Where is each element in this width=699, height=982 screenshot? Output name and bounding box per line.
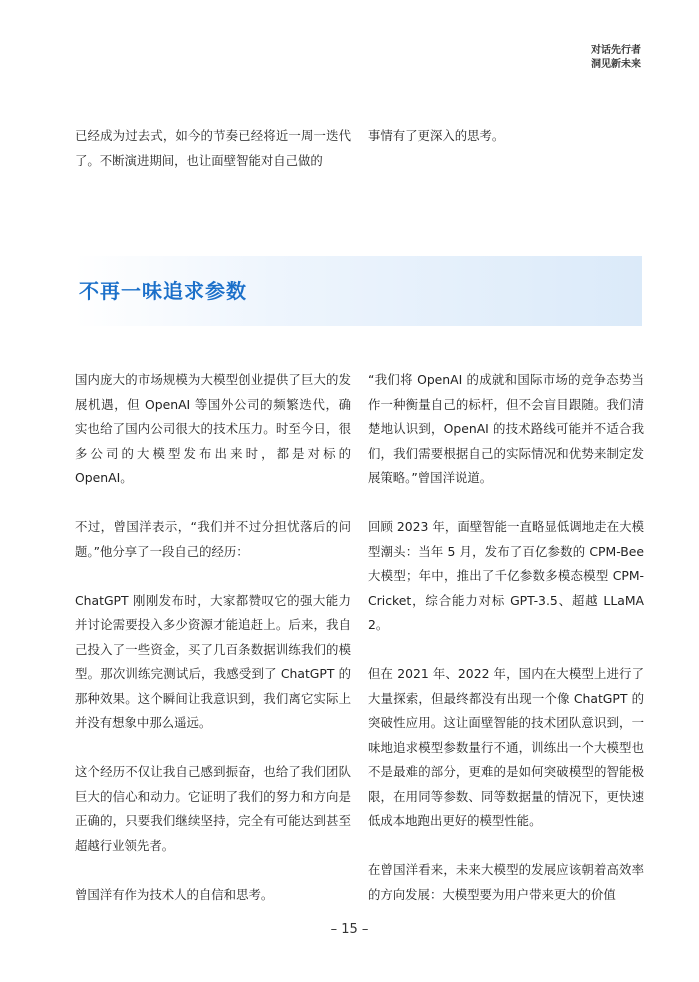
paragraph: 不过，曾国洋表示，“我们并不过分担忧落后的问题。”他分享了一段自己的经历： — [75, 519, 351, 559]
paragraph: “我们将 OpenAI 的成就和国际市场的竞争态势当作一种衡量自己的标杆，但不会盲目跟随。我们清楚地认识到，OpenAI 的技术路线可能并不适合我们，我们需要根据自己的实际情况和优势来制定发展策略。”曾国洋说道。 — [368, 372, 644, 485]
paragraph: 但在 2021 年、2022 年，国内在大模型上进行了大量探索，但最终都没有出现一个像 ChatGPT 的突破性应用。这让面壁智能的技术团队意识到，一味地追求模型参数量行不通，训练出一个大模型也不是最难的部分，更难的是如何突破模型的智能极限，在用同等参数、同等数据量的情况下，更快速低成本地跑出更好的模型性能。 — [368, 666, 644, 828]
top-right-text — [368, 124, 644, 149]
paragraph: 这个经历不仅让我自己感到振奋，也给了我们团队巨大的信心和动力。它证明了我们的努力和方向是正确的，只要我们继续坚持，完全有可能达到甚至超越行业领先者。 — [75, 764, 351, 853]
paragraph: 在曾国洋看来，未来大模型的发展应该朝着高效率的方向发展：大模型要为用户带来更大的价值 — [368, 862, 644, 902]
top-left-paragraph: 已经成为过去式，如今的节奏已经将近一周一迭代了。不断演进期间，也让面壁智能对自己做的 — [75, 128, 351, 168]
section-banner — [75, 256, 642, 326]
paragraph: 曾国洋有作为技术人的自信和思考。 — [75, 886, 274, 902]
right-column — [368, 368, 644, 907]
header-line-1: 对话先行者 — [591, 45, 641, 56]
paragraph: ChatGPT 刚刚发布时，大家都赞叹它的强大能力并讨论需要投入多少资源才能追赶上。后来，我自己投入了一些资金，买了几百条数据训练我们的模型。那次训练完测试后，我感受到了 ChatGPT 的那种效果。这个瞬间让我意识到，我们离它实际上并没有想象中那么遥远。 — [75, 592, 351, 730]
top-right-paragraph: 事情有了更深入的思考。 — [368, 128, 505, 143]
left-column — [75, 368, 351, 907]
top-left-text — [75, 124, 351, 173]
page-number: – 15 – — [330, 922, 369, 937]
section-title: 不再一味追求参数 — [79, 279, 247, 303]
paragraph: 回顾 2023 年，面壁智能一直略显低调地走在大模型潮头：当年 5 月，发布了百亿参数的 CPM-Bee 大模型；年中，推出了千亿参数多模态模型 CPM-Cricket，综合能力对标 GPT-3.5、超越 LLaMA 2。 — [368, 519, 644, 632]
header-line-2: 洞见新未来 — [591, 59, 641, 70]
paragraph: 国内庞大的市场规模为大模型创业提供了巨大的发展机遇，但 OpenAI 等国外公司的频繁迭代，确实也给了国内公司很大的技术压力。时至今日，很多公司的大模型发布出来时，都是对标的 OpenAI。 — [75, 372, 351, 485]
page-header — [591, 44, 641, 72]
